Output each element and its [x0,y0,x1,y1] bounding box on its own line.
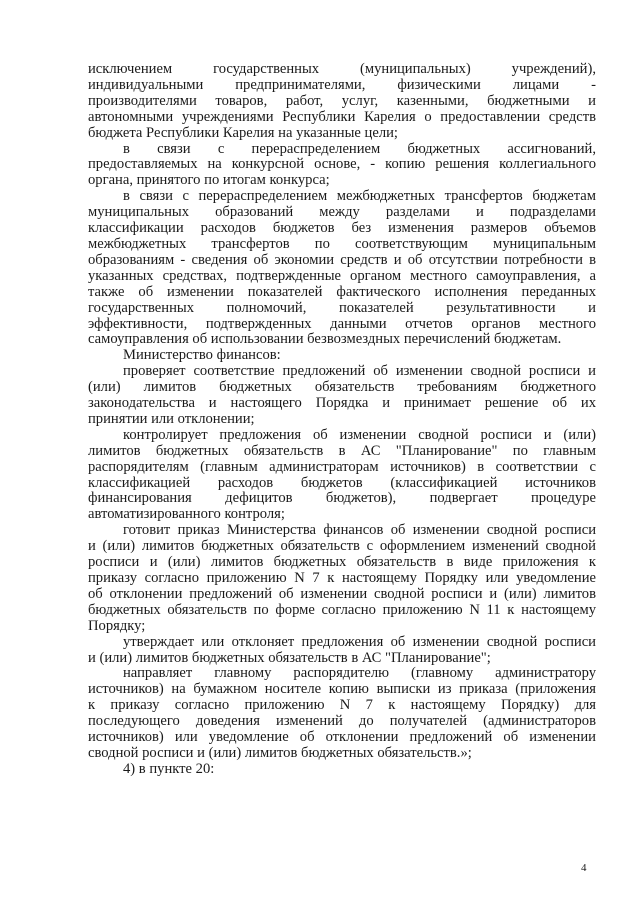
text-line: автономными учреждениями Республики Карелия о предоставлении средств [88,108,596,125]
text-line: финансирования дефицитов бюджетов), подвергает процедуре [88,490,596,507]
text-line: источников) или уведомление об отклонении предложений об изменении [88,729,596,746]
text-line: эффективности, подтвержденных данными отчетов органов местного [88,315,596,332]
text-line: межбюджетных трансфертов по соответствующим муниципальным [88,235,596,252]
text-line: об отклонении предложений об изменении сводной росписи и (или) лимитов [88,585,596,602]
text-line: к приказу согласно приложению N 7 к настоящему Порядку) для [88,697,596,714]
text-line: готовит приказ Министерства финансов об изменении сводной росписи [123,522,596,539]
text-line: и (или) лимитов бюджетных обязательств с оформлением изменений сводной [88,538,596,555]
text-line: также об изменении показателей фактического исполнения переданных [88,283,596,300]
text-line: приказу согласно приложению N 7 к настоящему Порядку или уведомление [88,570,596,586]
text-line: исключением государственных (муниципальных) учреждений), [88,61,596,77]
text-line: лимитов бюджетных обязательств в АС "Планирование" по главным [88,442,596,459]
text-line: классификацией расходов бюджетов (классификацией источников [88,474,596,491]
text-line: указанных средствах, подтвержденные органом местного самоуправления, а [88,267,596,284]
text-line: росписи и (или) лимитов бюджетных обязательств в виде приложения к [88,554,596,571]
text-line: Министерство финансов: [123,347,281,364]
text-line: предоставляемых на конкурсной основе, - копию решения коллегиального [88,156,596,173]
text-line: (или) лимитов бюджетных обязательств требованиям бюджетного [88,379,596,396]
text-line: бюджетных обязательств по форме согласно приложению N 11 к настоящему [88,601,596,618]
text-line: самоуправления об использовании безвозмездных перечислений бюджетам. [88,331,562,348]
text-line: в связи с перераспределением бюджетных ассигнований, [123,140,596,157]
text-line: принятии или отклонении; [88,410,255,427]
text-line: законодательства и настоящего Порядка и принимает решение об их [88,395,596,412]
text-line: контролирует предложения об изменении сводной росписи и (или) [123,426,596,443]
text-line: индивидуальными предпринимателями, физическими лицами - [88,76,596,93]
text-line: автоматизированного контроля; [88,506,285,523]
text-line: органа, принятого по итогам конкурса; [88,172,330,189]
text-line: в связи с перераспределением межбюджетных трансфертов бюджетам [123,188,596,205]
text-line: классификации расходов бюджетов без изменения размеров объемов [88,220,596,237]
text-line: сводной росписи и (или) лимитов бюджетных обязательств.»; [88,744,472,761]
text-line: утверждает или отклоняет предложения об изменении сводной росписи [123,633,596,650]
text-line: и (или) лимитов бюджетных обязательств в АС "Планирование"; [88,649,491,666]
text-line: распорядителям (главным администраторам источников) в соответствии с [88,458,596,475]
text-line: Порядку; [88,617,146,634]
text-line: источников) на бумажном носителе копию выписки из приказа (приложения [88,681,596,698]
text-line: муниципальных образований между разделами и подразделами [88,204,596,221]
document-body [88,62,596,778]
text-line: производителями товаров, работ, услуг, казенными, бюджетными и [88,92,596,109]
text-line: бюджета Республики Карелия на указанные цели; [88,124,398,141]
text-line: проверяет соответствие предложений об изменении сводной росписи и [123,363,596,380]
text-line: государственных полномочий, показателей результативности и [88,299,596,316]
text-line: образованиям - сведения об экономии средств и об отсутствии потребности в [88,251,596,268]
text-line: 4) в пункте 20: [123,760,215,777]
text-line: последующего доведения изменений до получателей (администраторов [88,713,596,730]
page-number: 4 [581,862,587,874]
text-line: направляет главному распорядителю (главному администратору [123,665,596,682]
